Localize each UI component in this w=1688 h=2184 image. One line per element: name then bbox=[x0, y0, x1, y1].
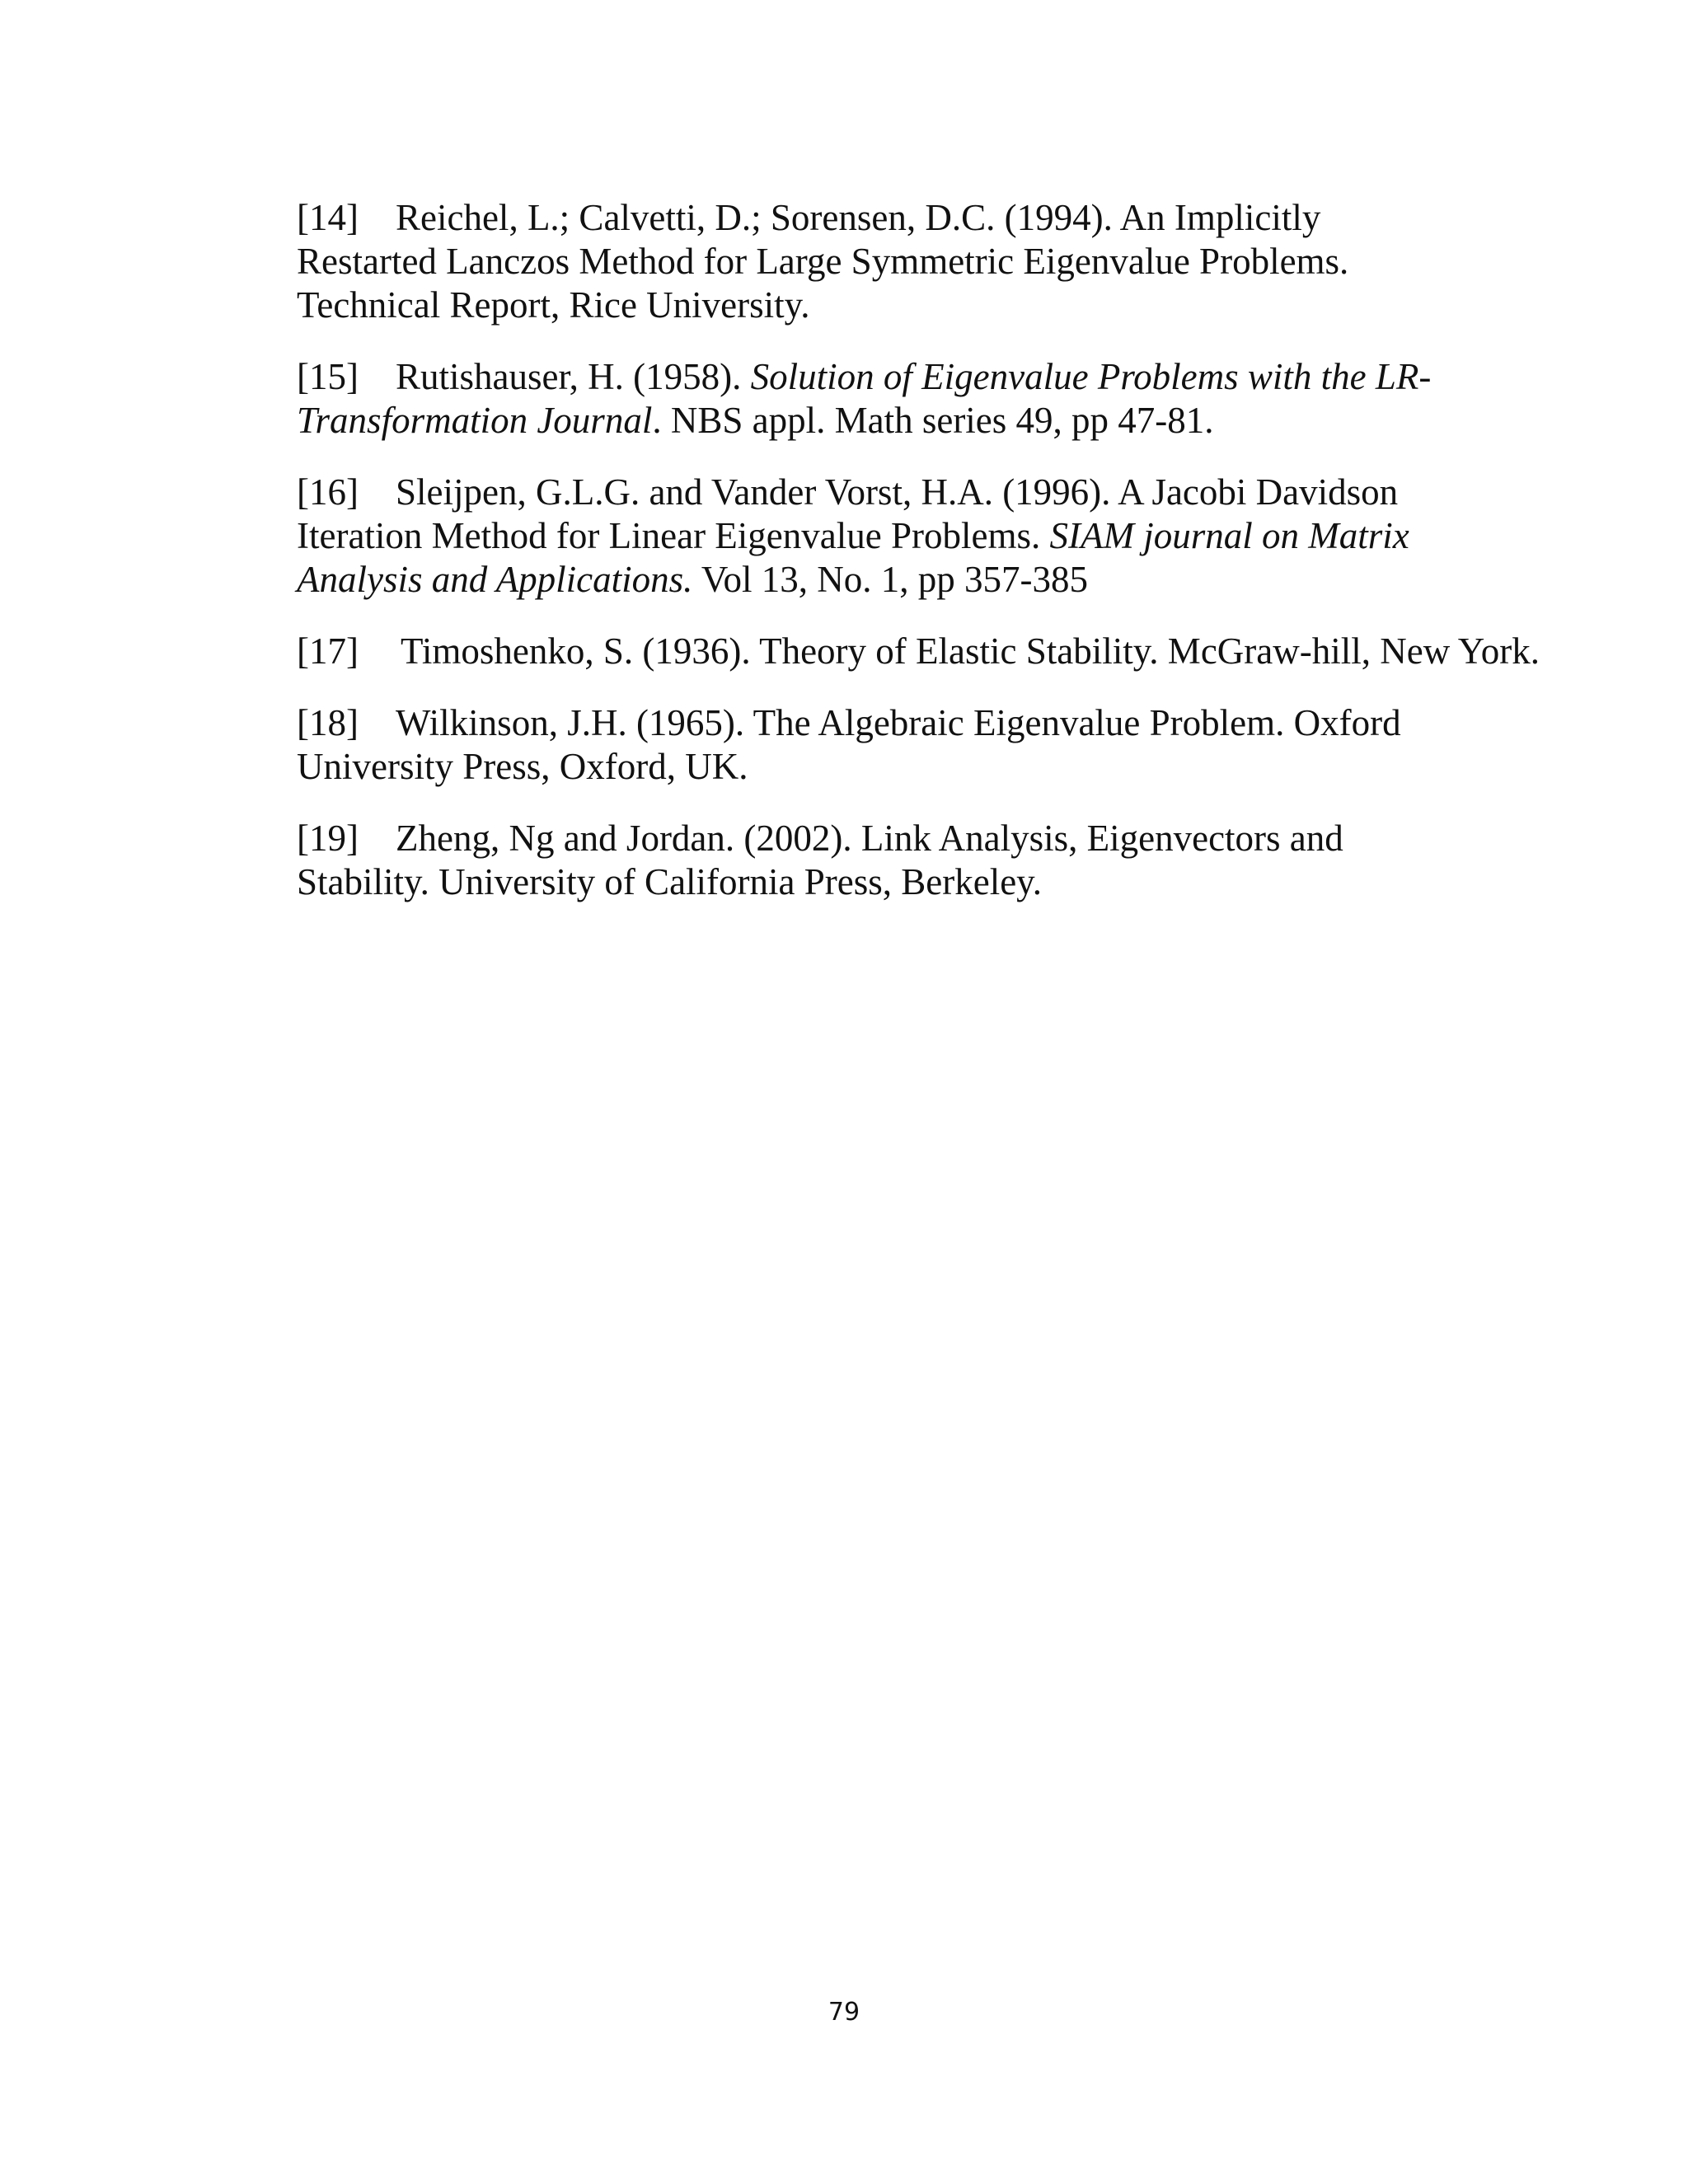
reference-title-italic: Transformation Journal bbox=[297, 400, 653, 441]
reference-text: Rutishauser, H. (1958). bbox=[396, 356, 751, 397]
reference-text: Iteration Method for Linear Eigenvalue Problems. bbox=[297, 515, 1050, 556]
reference-line bbox=[297, 745, 1615, 789]
reference-14 bbox=[297, 196, 1615, 327]
reference-text: . NBS appl. Math series 49, pp 47-81. bbox=[652, 400, 1214, 441]
reference-journal-italic: Analysis and Applications. bbox=[297, 559, 693, 600]
reference-18 bbox=[297, 701, 1615, 789]
reference-title-italic: Solution of Eigenvalue Problems with the LR- bbox=[750, 356, 1432, 397]
reference-line bbox=[297, 558, 1615, 602]
reference-line bbox=[297, 355, 1615, 399]
reference-line bbox=[297, 860, 1615, 904]
reference-19 bbox=[297, 817, 1615, 904]
reference-number: [15] bbox=[297, 356, 359, 397]
reference-text: Sleijpen, G.L.G. and Vander Vorst, H.A. (1996). A Jacobi Davidson bbox=[396, 471, 1399, 513]
reference-text: Wilkinson, J.H. (1965). The Algebraic Eigenvalue Problem. Oxford bbox=[396, 702, 1401, 743]
reference-journal-italic: SIAM journal on Matrix bbox=[1049, 515, 1409, 556]
reference-text: Reichel, L.; Calvetti, D.; Sorensen, D.C. (1994). An Implicitly bbox=[396, 197, 1321, 238]
reference-text: Technical Report, Rice University. bbox=[297, 284, 810, 326]
reference-text: Restarted Lanczos Method for Large Symmetric Eigenvalue Problems. bbox=[297, 241, 1349, 282]
reference-line bbox=[297, 514, 1615, 558]
reference-number: [14] bbox=[297, 197, 359, 238]
reference-text: Zheng, Ng and Jordan. (2002). Link Analysis, Eigenvectors and bbox=[396, 818, 1343, 859]
reference-16 bbox=[297, 471, 1615, 602]
reference-17 bbox=[297, 630, 1615, 673]
reference-line bbox=[297, 196, 1615, 240]
reference-line bbox=[297, 399, 1615, 443]
reference-number: [19] bbox=[297, 818, 359, 859]
reference-15 bbox=[297, 355, 1615, 443]
reference-line bbox=[297, 701, 1615, 745]
reference-line bbox=[297, 284, 1615, 327]
reference-list bbox=[297, 196, 1615, 932]
reference-text: Vol 13, No. 1, pp 357-385 bbox=[692, 559, 1089, 600]
reference-text: University Press, Oxford, UK. bbox=[297, 746, 748, 787]
page-number: 79 bbox=[828, 1998, 860, 2027]
reference-line bbox=[297, 240, 1615, 284]
reference-line bbox=[297, 817, 1615, 860]
reference-number: [16] bbox=[297, 471, 359, 513]
reference-number: [17] bbox=[297, 630, 359, 672]
reference-number: [18] bbox=[297, 702, 359, 743]
reference-text: Timoshenko, S. (1936). Theory of Elastic Stability. McGraw-hill, New York. bbox=[401, 630, 1540, 672]
reference-line bbox=[297, 471, 1615, 514]
reference-text: Stability. University of California Press, Berkeley. bbox=[297, 861, 1042, 902]
reference-line bbox=[297, 630, 1615, 673]
